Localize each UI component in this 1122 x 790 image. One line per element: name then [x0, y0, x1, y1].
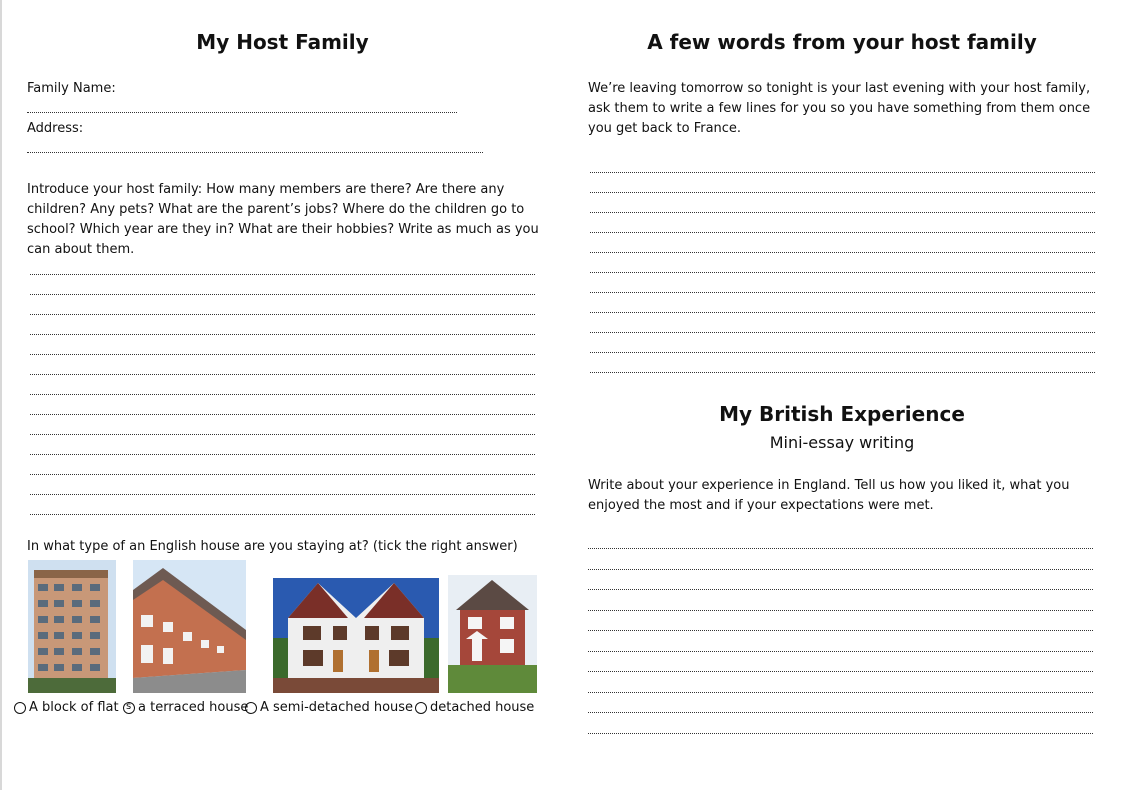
experience-prompt: Write about your experience in England. Tell us how you liked it, what you enjoyed the most and if your expectations were met. — [588, 478, 1070, 513]
british-experience-title: My British Experience — [719, 402, 965, 426]
writing-line[interactable] — [30, 374, 535, 375]
writing-line[interactable] — [590, 312, 1095, 313]
host-family-words-title: A few words from your host family — [647, 30, 1037, 54]
writing-line[interactable] — [588, 548, 1093, 549]
host-family-title: My Host Family — [196, 30, 369, 54]
family-name-label: Family Name: — [27, 81, 116, 96]
writing-line[interactable] — [30, 474, 535, 475]
mini-essay-subtitle: Mini-essay writing — [769, 433, 915, 452]
option-semi-detached-house[interactable] — [245, 700, 413, 715]
block-of-flats-photo — [28, 560, 116, 693]
writing-line[interactable] — [590, 172, 1095, 173]
writing-line[interactable] — [30, 314, 535, 315]
writing-line[interactable] — [30, 514, 535, 515]
page-edge — [0, 0, 2, 790]
house-question: In what type of an English house are you staying at? (tick the right answer) — [27, 539, 518, 554]
writing-line[interactable] — [30, 394, 535, 395]
writing-line[interactable] — [30, 274, 535, 275]
terraced-house-photo — [133, 560, 246, 693]
option-detached-house-label: detached house — [430, 700, 535, 715]
writing-line[interactable] — [588, 692, 1093, 693]
writing-line[interactable] — [590, 352, 1095, 353]
option-block-of-flats-label: A block of flat — [29, 700, 119, 715]
intro-prompt: Introduce your host family: How many members are there? Are there any children? Any pets? What are the parent’s jobs? Where do the children go to school? Which year are they in? What are their hobbies? Write as much as you can about them. — [27, 182, 539, 257]
writing-line[interactable] — [588, 733, 1093, 734]
writing-line[interactable] — [590, 292, 1095, 293]
option-semi-detached-house-label: A semi-detached house — [260, 700, 414, 715]
writing-line[interactable] — [30, 354, 535, 355]
writing-line[interactable] — [30, 454, 535, 455]
option-block-of-flats[interactable] — [14, 700, 119, 715]
option-terraced-house[interactable] — [123, 700, 248, 715]
family-name-field[interactable] — [27, 112, 457, 113]
writing-line[interactable] — [590, 192, 1095, 193]
writing-line[interactable] — [30, 494, 535, 495]
writing-line[interactable] — [30, 334, 535, 335]
writing-line[interactable] — [588, 569, 1093, 570]
detached-house-photo — [448, 575, 537, 693]
radio-semi-detached-house[interactable] — [245, 702, 257, 714]
writing-line[interactable] — [588, 589, 1093, 590]
writing-line[interactable] — [588, 712, 1093, 713]
radio-block-of-flats[interactable] — [14, 702, 26, 714]
writing-line[interactable] — [30, 414, 535, 415]
radio-detached-house[interactable] — [415, 702, 427, 714]
writing-line[interactable] — [588, 651, 1093, 652]
address-label: Address: — [27, 121, 84, 136]
writing-line[interactable] — [588, 610, 1093, 611]
radio-terraced-house[interactable] — [123, 702, 135, 714]
writing-line[interactable] — [590, 232, 1095, 233]
host-family-words-prompt: We’re leaving tomorrow so tonight is your last evening with your host family, ask them to write a few lines for you so you have something from them once you get back to France. — [588, 81, 1091, 136]
writing-line[interactable] — [590, 212, 1095, 213]
writing-line[interactable] — [30, 434, 535, 435]
writing-line[interactable] — [590, 372, 1095, 373]
writing-line[interactable] — [590, 332, 1095, 333]
writing-line[interactable] — [590, 272, 1095, 273]
writing-line[interactable] — [588, 671, 1093, 672]
address-field[interactable] — [27, 152, 483, 153]
semi-detached-house-photo — [273, 578, 439, 693]
writing-line[interactable] — [588, 630, 1093, 631]
writing-line[interactable] — [30, 294, 535, 295]
option-detached-house[interactable] — [415, 700, 534, 715]
option-terraced-house-label: a terraced house — [138, 700, 249, 715]
writing-line[interactable] — [590, 252, 1095, 253]
